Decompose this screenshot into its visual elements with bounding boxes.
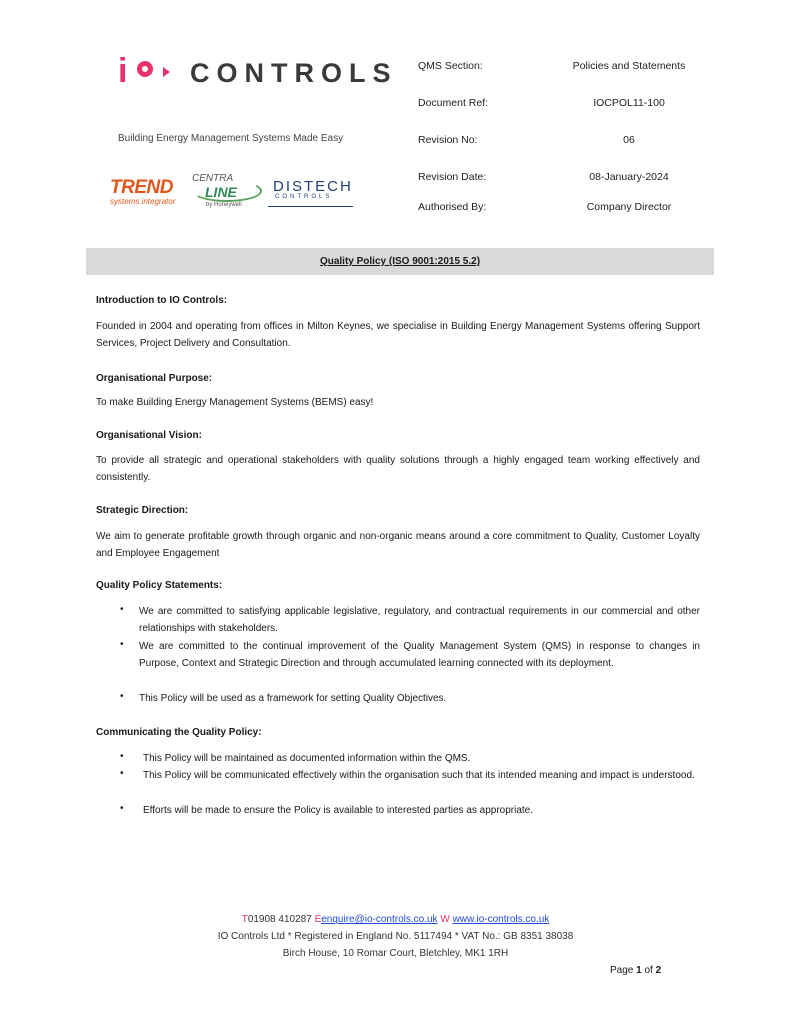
list-item: This Policy will be used as a framework for setting Quality Objectives. <box>139 693 447 704</box>
meta-label-revision-date: Revision Date: <box>418 171 487 183</box>
page-number <box>610 965 661 976</box>
footer-address: Birch House, 10 Romar Court, Bletchley, MK1 1RH <box>282 948 509 959</box>
distech-logo-underline <box>268 206 353 207</box>
page-current: 1 <box>636 965 642 976</box>
logo-arrow-icon <box>163 67 170 77</box>
intro-text: Founded in 2004 and operating from offices in Milton Keynes, we specialise in Building Energy Management Systems offering Support Services, Project Delivery and Consultation. <box>96 321 700 349</box>
distech-logo-subtitle: CONTROLS <box>275 194 333 200</box>
footer-web-link[interactable]: www.io-controls.co.uk <box>452 914 550 925</box>
purpose-heading: Organisational Purpose: <box>96 373 213 384</box>
bullet-dot-icon: • <box>120 768 124 779</box>
list-item: This Policy will be maintained as documented information within the QMS. <box>143 753 471 764</box>
footer-w-label: W <box>440 914 450 925</box>
meta-value-qms-section: Policies and Statements <box>572 60 686 72</box>
list-item: We are committed to satisfying applicable legislative, regulatory, and contractual requirements in our commercial and other relationships with stakeholders. <box>139 606 700 634</box>
centraline-logo-top: CENTRA <box>192 173 234 184</box>
vision-text: To provide all strategic and operational stakeholders with quality solutions through a highly engaged team working effectively and consistently. <box>96 455 700 483</box>
footer-company: IO Controls Ltd * Registered in England No. 5117494 * VAT No.: GB 8351 38038 <box>217 931 574 942</box>
distech-logo: DISTECH <box>273 178 353 195</box>
meta-value-authorised-by: Company Director <box>586 201 672 213</box>
bullet-dot-icon: • <box>120 639 124 650</box>
centraline-logo-line: LINE <box>205 184 237 200</box>
centraline-logo-subtitle: by Honeywell <box>206 202 242 208</box>
footer-contact <box>0 914 791 925</box>
communicating-heading: Communicating the Quality Policy: <box>96 727 262 738</box>
list-item: Efforts will be made to ensure the Policy is available to interested parties as appropriate. <box>143 805 534 816</box>
document-title: Quality Policy (ISO 9001:2015 5.2) <box>319 256 481 267</box>
statements-heading: Quality Policy Statements: <box>96 580 223 591</box>
meta-label-qms-section: QMS Section: <box>418 60 483 72</box>
footer-email-link[interactable]: enquire@io-controls.co.uk <box>321 914 438 925</box>
vision-heading: Organisational Vision: <box>96 430 202 441</box>
bullet-dot-icon: • <box>120 803 124 814</box>
meta-label-document-ref: Document Ref: <box>418 97 489 109</box>
strategy-text: We aim to generate profitable growth through organic and non-organic means around a core commitment to Quality, Customer Loyalty and Employee Engagement <box>96 531 700 559</box>
footer-t-label: T <box>241 914 248 925</box>
meta-value-document-ref: IOCPOL11-100 <box>593 97 665 109</box>
logo-wordmark: CONTROLS <box>190 58 398 88</box>
meta-value-revision-date: 08-January-2024 <box>589 171 669 183</box>
trend-logo: TREND <box>110 177 173 198</box>
strategy-heading: Strategic Direction: <box>96 505 189 516</box>
bullet-dot-icon: • <box>120 604 124 615</box>
page-of: of <box>644 965 653 976</box>
meta-label-revision-no: Revision No: <box>418 134 478 146</box>
list-item: We are committed to the continual improvement of the Quality Management System (QMS) in response to changes in Purpose, Context and Strategic Direction and through accumulated learning connected with its deployment. <box>139 641 700 669</box>
logo-o-ring-icon <box>137 61 153 77</box>
logo-i: i <box>118 52 128 90</box>
bullet-dot-icon: • <box>120 691 124 702</box>
page-prefix: Page <box>610 965 634 976</box>
tagline: Building Energy Management Systems Made Easy <box>118 133 344 144</box>
intro-heading: Introduction to IO Controls: <box>96 295 228 306</box>
page-total: 2 <box>655 965 662 976</box>
footer-e-label: E <box>314 914 322 925</box>
purpose-text: To make Building Energy Management Systems (BEMS) easy! <box>96 397 374 408</box>
meta-label-authorised-by: Authorised By: <box>418 201 487 213</box>
meta-value-revision-no: 06 <box>623 134 635 146</box>
list-item: This Policy will be communicated effectively within the organisation such that its intended meaning and impact is understood. <box>143 770 695 781</box>
footer-phone: 01908 410287 <box>247 914 312 925</box>
trend-logo-subtitle: systems integrator <box>110 197 176 206</box>
bullet-dot-icon: • <box>120 751 124 762</box>
